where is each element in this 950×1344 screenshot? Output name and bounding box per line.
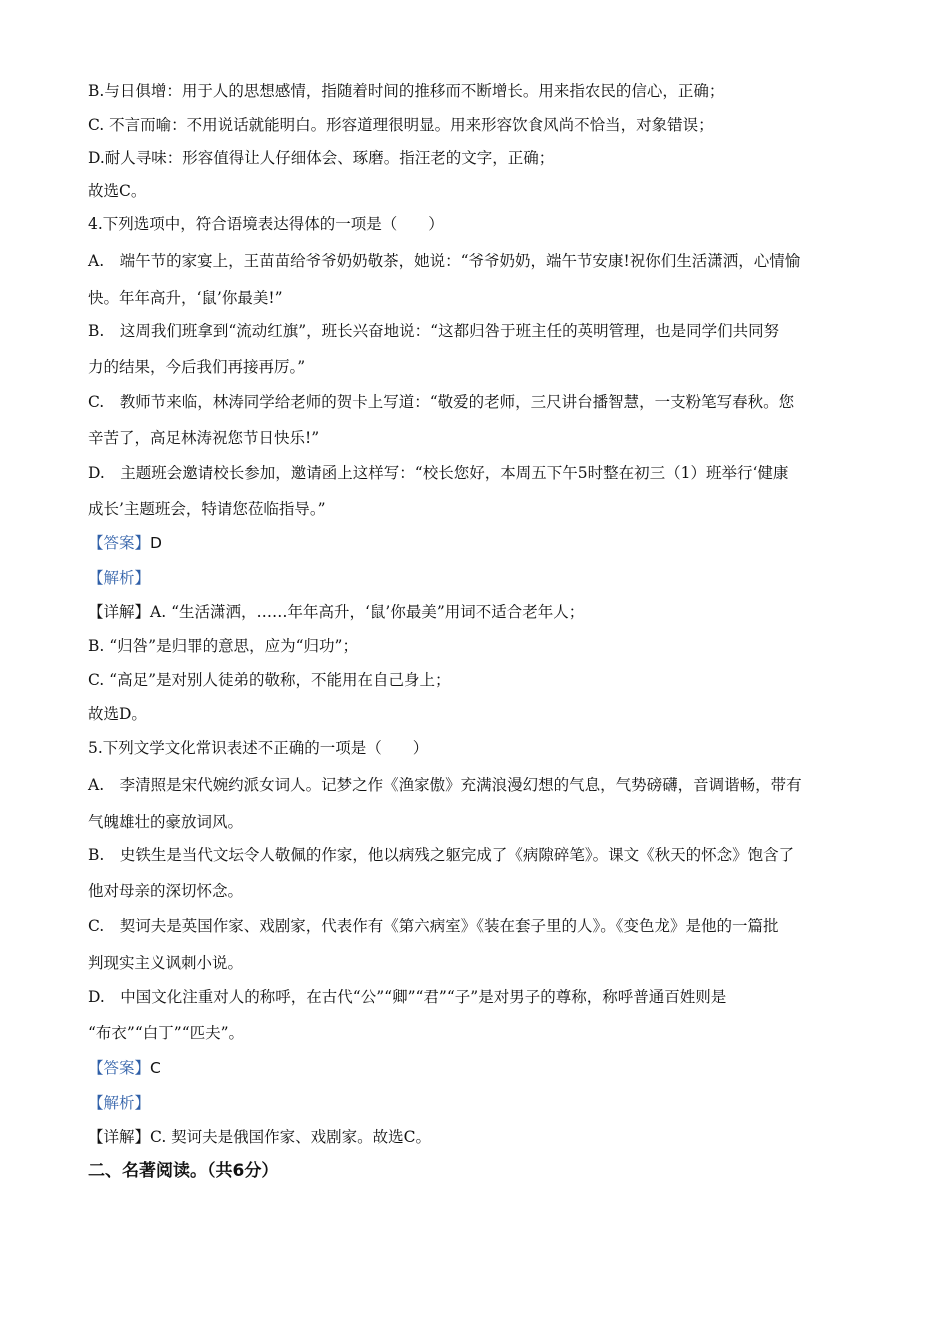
q4-detail-b: B. “归咎”是归罪的意思，应为“归功”； xyxy=(88,637,358,655)
detail-tag: 【详解】 xyxy=(88,603,151,621)
q4-option-a-line1: A. 端午节的家宴上，王苗苗给爷爷奶奶敬茶，她说：“爷爷奶奶，端午节安康!祝你们生活潇洒，心情愉 xyxy=(88,252,801,270)
q4-option-d-line1: D. 主题班会邀请校长参加，邀请函上这样写：“校长您好，本周五下午5时整在初三（1）班举行‘健康 xyxy=(88,464,789,482)
q5-option-b-line2: 他对母亲的深切怀念。 xyxy=(88,882,244,900)
q5-option-d-line2: “布衣”“白丁”“匹夫”。 xyxy=(88,1024,245,1042)
q5-answer-value: C xyxy=(150,1059,161,1077)
q4-option-b-line2: 力的结果，今后我们再接再厉。” xyxy=(88,358,306,376)
q4-option-a-line2: 快。年年高升，‘鼠’你最美!” xyxy=(88,289,283,307)
q3-option-c-analysis: C. 不言而喻：不用说话就能明白。形容道理很明显。用来形容饮食风尚不恰当，对象错误； xyxy=(88,116,714,134)
q4-analysis-tag: 【解析】 xyxy=(88,569,151,587)
q5-option-a-line2: 气魄雄壮的豪放词风。 xyxy=(88,813,244,831)
detail-tag: 【详解】 xyxy=(88,1128,151,1146)
q5-option-c-line1: C. 契诃夫是英国作家、戏剧家，代表作有《第六病室》《装在套子里的人》。《变色龙》是他的一篇批 xyxy=(88,917,779,935)
q4-option-d-line2: 成长’主题班会，特请您莅临指导。” xyxy=(88,500,326,518)
q4-option-c-line1: C. 教师节来临，林涛同学给老师的贺卡上写道：“敬爱的老师，三尺讲台播智慧，一支粉笔写春秋。您 xyxy=(88,393,795,411)
q4-conclusion: 故选D。 xyxy=(88,705,147,723)
answer-tag: 【答案】 xyxy=(88,534,151,552)
q3-option-b-analysis: B.与日俱增：用于人的思想感情，指随着时间的推移而不断增长。用来指农民的信心，正确； xyxy=(88,82,725,100)
q5-detail: C. 契诃夫是俄国作家、戏剧家。故选C。 xyxy=(150,1128,432,1146)
q4-stem: 4.下列选项中，符合语境表达得体的一项是（ ） xyxy=(88,215,444,233)
q5-detail-row xyxy=(88,1127,431,1147)
answer-tag: 【答案】 xyxy=(88,1059,151,1077)
q5-option-c-line2: 判现实主义讽刺小说。 xyxy=(88,954,244,972)
q5-analysis-tag: 【解析】 xyxy=(88,1094,151,1112)
q4-detail-a-row xyxy=(88,602,584,622)
q4-option-b-line1: B. 这周我们班拿到“流动红旗”，班长兴奋地说：“这都归咎于班主任的英明管理，也是同学们共同努 xyxy=(88,322,780,340)
q4-detail-c: C. “高足”是对别人徒弟的敬称，不能用在自己身上； xyxy=(88,671,451,689)
q5-option-d-line1: D. 中国文化注重对人的称呼，在古代“公”“卿”“君”“子”是对男子的尊称，称呼普通百姓则是 xyxy=(88,988,727,1006)
q5-option-a-line1: A. 李清照是宋代婉约派女词人。记梦之作《渔家傲》充满浪漫幻想的气息，气势磅礴，音调谐畅，带有 xyxy=(88,776,802,794)
q4-option-c-line2: 辛苦了，高足林涛祝您节日快乐!” xyxy=(88,429,320,447)
q4-answer-row xyxy=(88,533,162,553)
section-two-title: 二、名著阅读。（共6分） xyxy=(88,1161,279,1181)
q5-option-b-line1: B. 史铁生是当代文坛令人敬佩的作家，他以病残之躯完成了《病隙碎笔》。课文《秋天的怀念》饱含了 xyxy=(88,846,795,864)
q4-answer-value: D xyxy=(150,534,162,552)
q4-detail-a: A. “生活潇洒，……年年高升，‘鼠’你最美”用词不适合老年人； xyxy=(150,603,585,621)
q3-conclusion: 故选C。 xyxy=(88,182,147,200)
q3-option-d-analysis: D.耐人寻味：形容值得让人仔细体会、琢磨。指汪老的文字，正确； xyxy=(88,149,555,167)
q5-stem: 5.下列文学文化常识表述不正确的一项是（ ） xyxy=(88,739,429,757)
q5-answer-row xyxy=(88,1058,161,1078)
